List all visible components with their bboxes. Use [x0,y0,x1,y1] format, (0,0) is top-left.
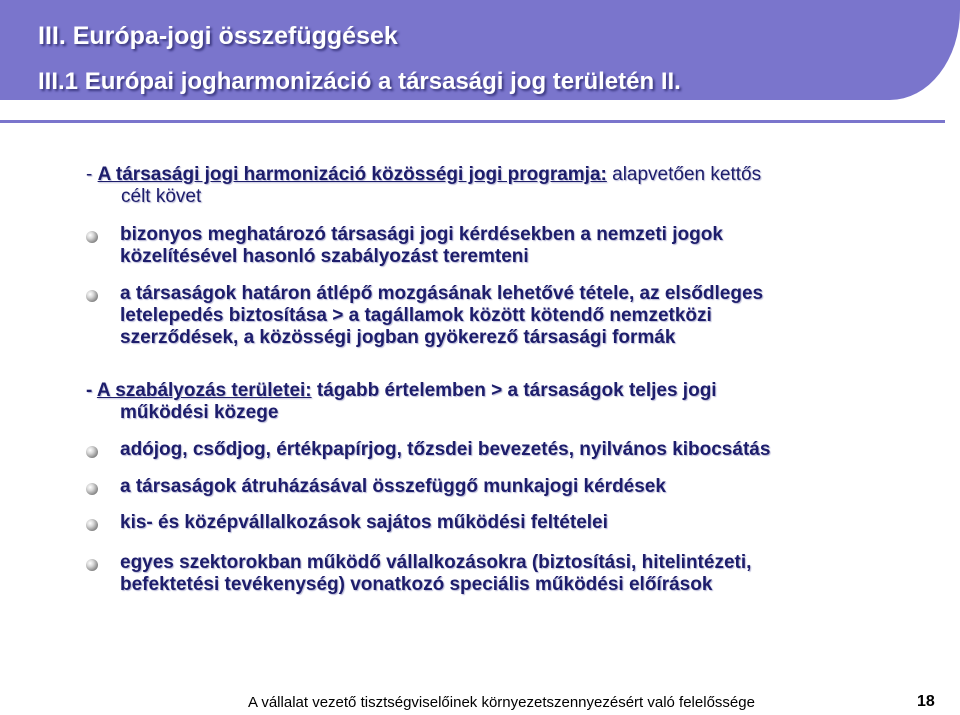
intro-rest: alapvetően kettős [606,164,762,185]
bullet-icon [86,519,98,531]
intro-heading: A társasági jogi harmonizáció közösségi jogi programja: [97,164,607,185]
list-item [120,439,770,461]
list-item [120,552,751,596]
list-item [120,512,608,534]
slide-title: III. Európa-jogi összefüggések [38,22,398,50]
list-item-line: a társaságok átruházásával összefüggő munkajogi kérdések [120,476,666,497]
list-item-line: kis- és középvállalkozások sajátos működési feltételei [120,512,608,533]
bullet-icon [86,483,98,495]
section-paragraph [86,380,717,424]
section-line2: működési közege [120,402,279,423]
section-dash: - [86,380,97,401]
list-item-line: letelepedés biztosítása > a tagállamok között kötendő nemzetközi [120,305,712,326]
intro-line2: célt követ [121,186,202,207]
list-item-line: szerződések, a közösségi jogban gyökerező társasági formák [120,327,676,348]
page-number: 18 [917,693,935,710]
intro-dash: - [86,164,98,185]
list-item [120,283,763,349]
list-item [120,224,723,268]
list-item-line: a társaságok határon átlépő mozgásának lehetővé tétele, az elsődleges [120,283,764,304]
list-item-line: egyes szektorokban működő vállalkozásokra (biztosítási, hitelintézeti, [120,552,752,573]
bullet-icon [86,446,98,458]
bullet-icon [86,290,98,302]
list-item-line: befektetési tevékenység) vonatkozó speciális működési előírások [120,574,713,595]
bullet-icon [86,231,98,243]
intro-paragraph [86,164,761,208]
header-divider [0,120,945,123]
slide-header [0,0,960,100]
list-item-line: adójog, csődjog, értékpapírjog, tőzsdei bevezetés, nyilvános kibocsátás [120,439,771,460]
list-item-line: bizonyos meghatározó társasági jogi kérdésekben a nemzeti jogok [120,224,723,245]
list-item-line: közelítésével hasonló szabályozást teremteni [120,246,529,267]
list-item [120,476,666,498]
slide-subtitle: III.1 Európai jogharmonizáció a társasági jog területén II. [38,68,681,95]
bullet-icon [86,559,98,571]
section-rest: tágabb értelemben > a társaságok teljes jogi [311,380,717,401]
footer-text: A vállalat vezető tisztségviselőinek környezetszennyezésért való felelőssége [248,694,755,711]
section-heading: A szabályozás területei: [96,380,312,401]
